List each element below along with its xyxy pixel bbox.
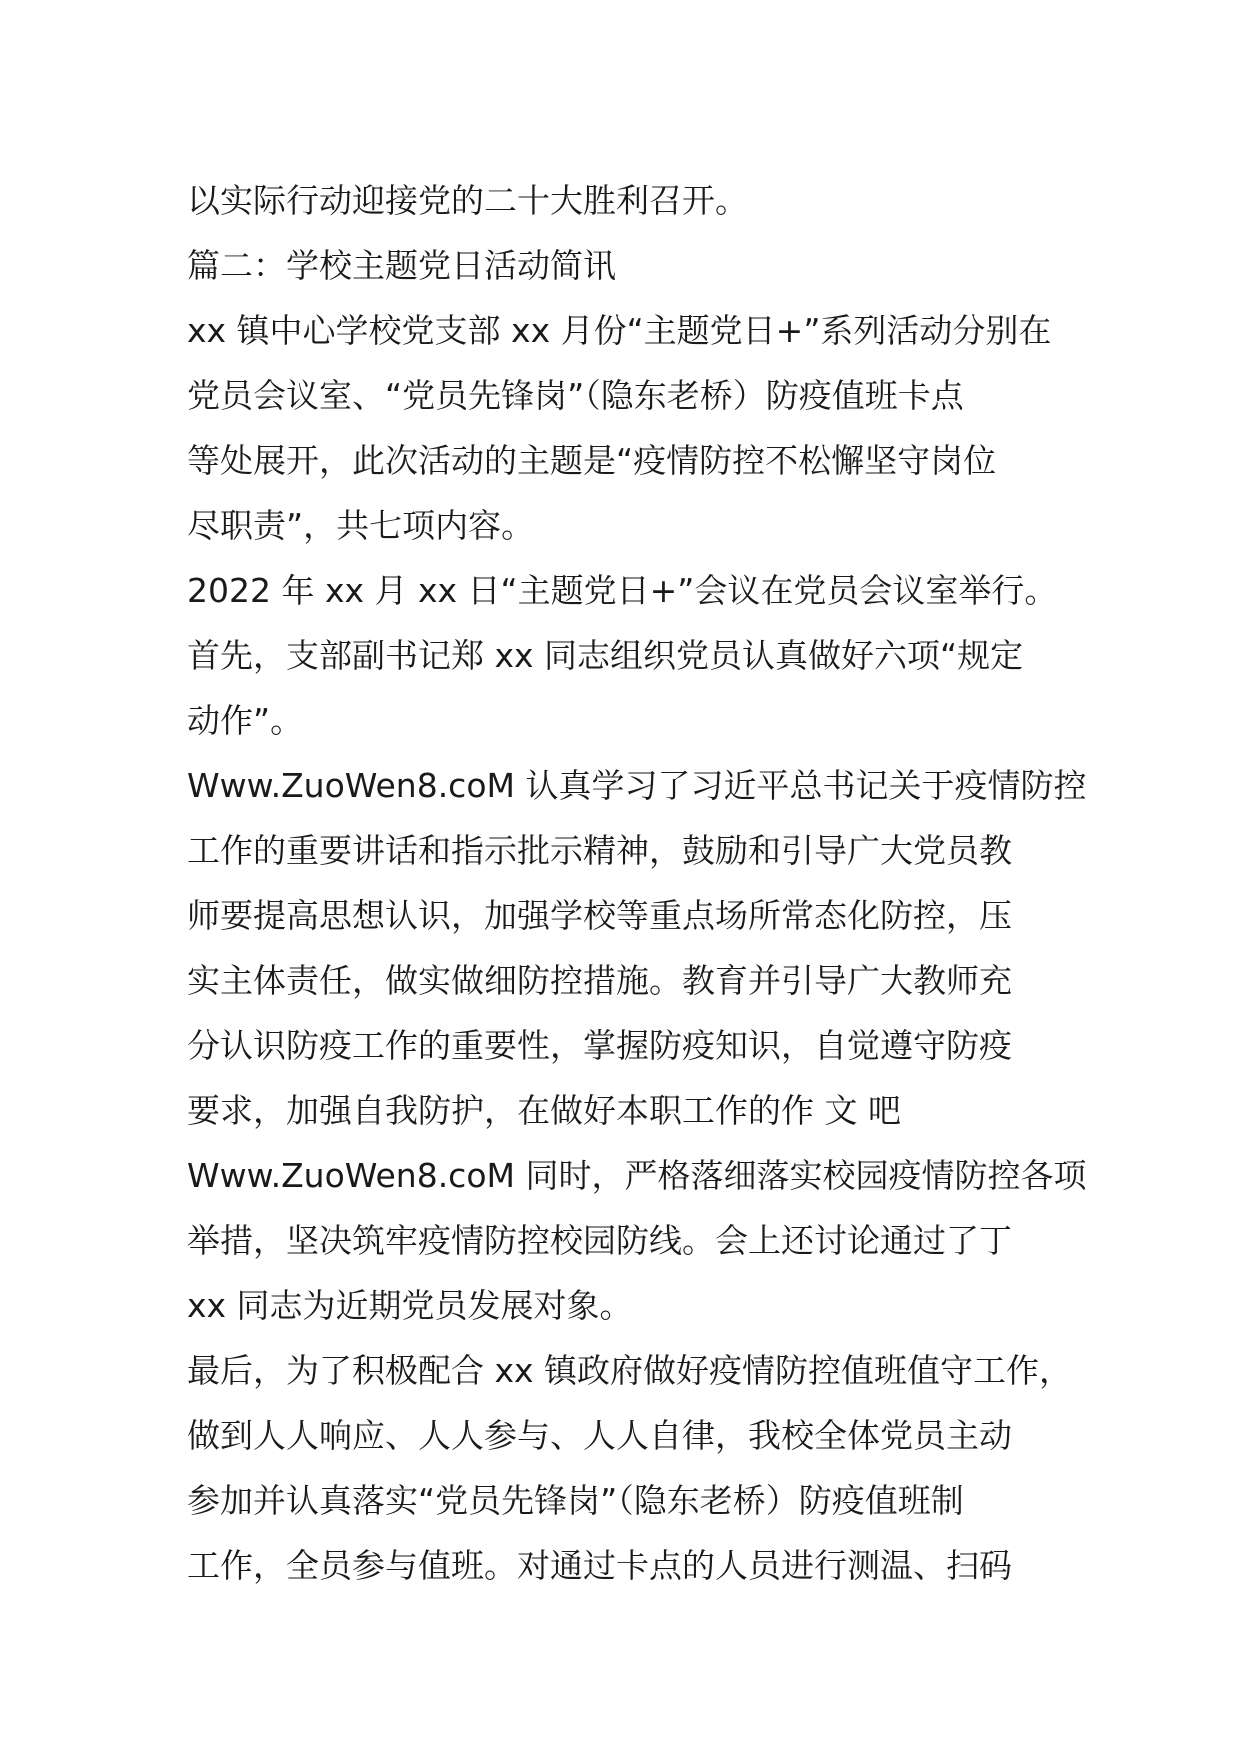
text-line: 实主体责任，做实做细防控措施。教育并引导广大教师充 <box>187 961 1012 1000</box>
text-line: 要求，加强自我防护，在做好本职工作的作 文 吧 <box>187 1091 901 1130</box>
text-line: 首先，支部副书记郑 xx 同志组织党员认真做好六项“规定 <box>187 636 1024 675</box>
document-body <box>187 168 1087 1598</box>
text-line: Www.ZuoWen8.coM 认真学习了习近平总书记关于疫情防控 <box>187 766 1087 805</box>
text-line: xx 同志为近期党员发展对象。 <box>187 1286 633 1325</box>
text-line: 工作，全员参与值班。对通过卡点的人员进行测温、扫码 <box>187 1546 1012 1585</box>
text-line: 党员会议室、“党员先锋岗”（隐东老桥）防疫值班卡点 <box>187 376 964 415</box>
text-line: 师要提高思想认识，加强学校等重点场所常态化防控，压 <box>187 896 1012 935</box>
section-heading: 篇二：学校主题党日活动简讯 <box>187 246 616 285</box>
text-line: 最后，为了积极配合 xx 镇政府做好疫情防控值班值守工作， <box>187 1351 1073 1390</box>
text-line: Www.ZuoWen8.coM 同时，严格落细落实校园疫情防控各项 <box>187 1156 1087 1195</box>
text-line: 尽职责”，共七项内容。 <box>187 506 535 545</box>
text-line: xx 镇中心学校党支部 xx 月份“主题党日+”系列活动分别在 <box>187 311 1052 350</box>
text-line: 动作”。 <box>187 701 304 740</box>
text-line: 参加并认真落实“党员先锋岗”（隐东老桥）防疫值班制 <box>187 1481 964 1520</box>
text-line: 做到人人响应、人人参与、人人自律，我校全体党员主动 <box>187 1416 1012 1455</box>
text-line: 举措，坚决筑牢疫情防控校园防线。会上还讨论通过了丁 <box>187 1221 1012 1260</box>
text-line: 等处展开，此次活动的主题是“疫情防控不松懈坚守岗位 <box>187 441 997 480</box>
text-line: 工作的重要讲话和指示批示精神，鼓励和引导广大党员教 <box>187 831 1012 870</box>
text-line: 2022 年 xx 月 xx 日“主题党日+”会议在党员会议室举行。 <box>187 571 1058 610</box>
text-line: 分认识防疫工作的重要性，掌握防疫知识，自觉遵守防疫 <box>187 1026 1012 1065</box>
text-line: 以实际行动迎接党的二十大胜利召开。 <box>187 181 748 220</box>
